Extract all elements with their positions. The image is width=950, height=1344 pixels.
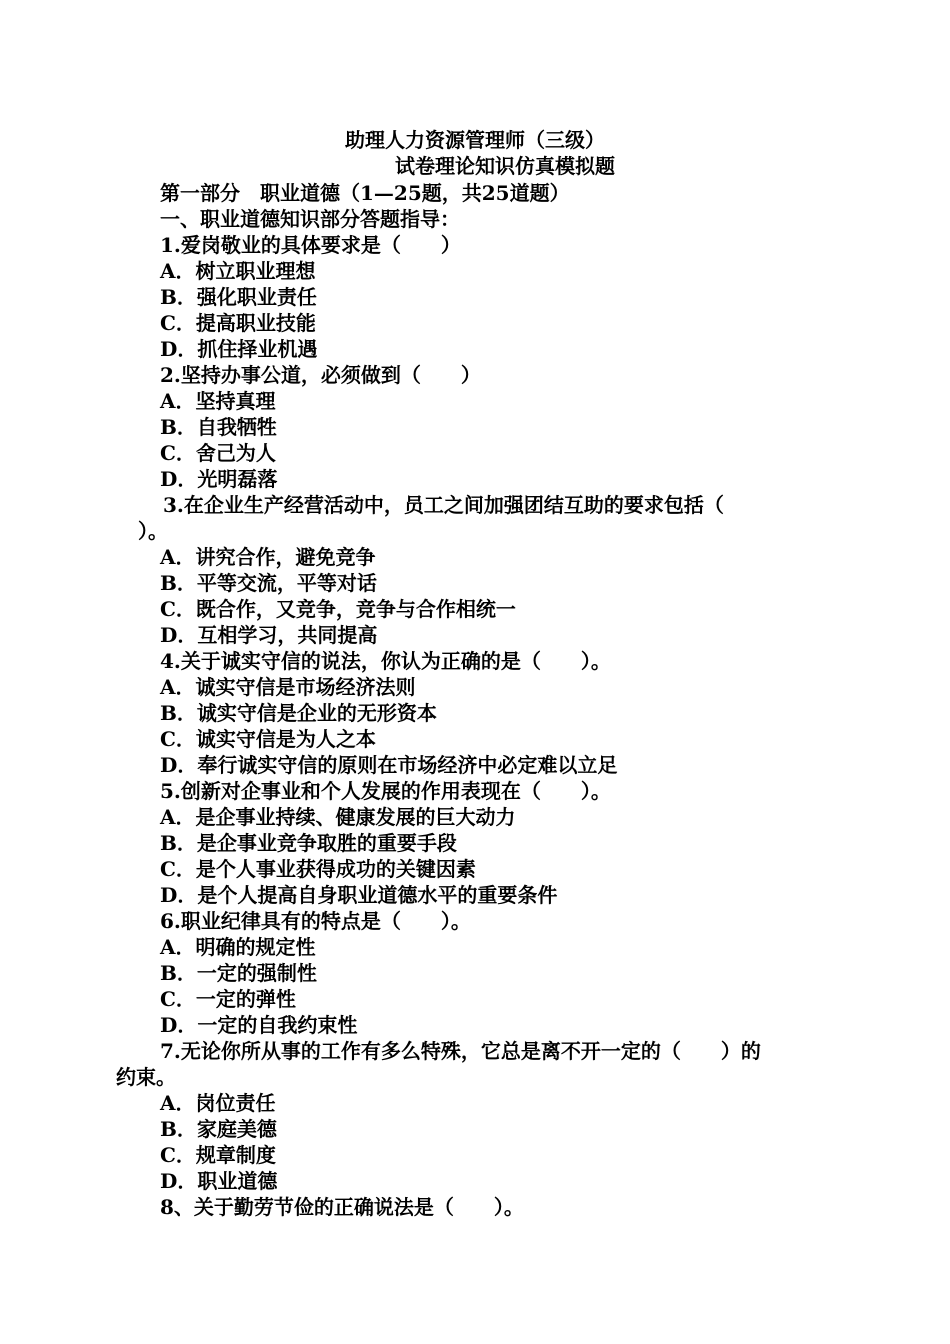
- text-line: B．自我牺牲: [160, 415, 277, 439]
- text-line: C．是个人事业获得成功的关键因素: [160, 857, 476, 881]
- text-line: D．职业道德: [160, 1169, 278, 1193]
- text-line: A．诚实守信是市场经济法则: [160, 675, 416, 699]
- text-line: D．是个人提高自身职业道德水平的重要条件: [160, 883, 558, 907]
- text-line: B．平等交流，平等对话: [160, 571, 377, 595]
- text-line: 1.爱岗敬业的具体要求是（ ）: [160, 233, 461, 257]
- text-line: A．讲究合作，避免竞争: [160, 545, 376, 569]
- text-line: A．岗位责任: [160, 1091, 276, 1115]
- text-line: 约束。: [116, 1065, 176, 1089]
- text-line: 6.职业纪律具有的特点是（ ）。: [160, 909, 471, 933]
- text-line: D．奉行诚实守信的原则在市场经济中必定难以立足: [160, 753, 618, 777]
- text-line: 3.在企业生产经营活动中，员工之间加强团结互助的要求包括（: [163, 493, 724, 517]
- text-line: A．是企事业持续、健康发展的巨大动力: [160, 805, 516, 829]
- text-line: 4.关于诚实守信的说法，你认为正确的是（ ）。: [160, 649, 611, 673]
- text-line: B．一定的强制性: [160, 961, 317, 985]
- text-line: D．互相学习，共同提高: [160, 623, 378, 647]
- text-line: C．提高职业技能: [160, 311, 316, 335]
- text-line: D．光明磊落: [160, 467, 278, 491]
- text-line: C．既合作，又竞争，竞争与合作相统一: [160, 597, 516, 621]
- text-line: A．树立职业理想: [160, 259, 316, 283]
- text-line: B．诚实守信是企业的无形资本: [160, 701, 437, 725]
- text-line: 7.无论你所从事的工作有多么特殊，它总是离不开一定的（ ）的: [160, 1039, 761, 1063]
- text-line: C．一定的弹性: [160, 987, 296, 1011]
- text-line: D．一定的自我约束性: [160, 1013, 358, 1037]
- text-line: A．明确的规定性: [160, 935, 316, 959]
- text-line: B．强化职业责任: [160, 285, 317, 309]
- text-line: ）。: [138, 519, 168, 543]
- text-line: B．是企事业竞争取胜的重要手段: [160, 831, 457, 855]
- text-line: 一、职业道德知识部分答题指导：: [160, 207, 460, 231]
- question-list: [0, 180, 950, 1220]
- text-line: 8、关于勤劳节俭的正确说法是（ ）。: [160, 1195, 524, 1219]
- document-title-line-1: 助理人力资源管理师（三级）: [345, 128, 605, 152]
- text-line: A．坚持真理: [160, 389, 276, 413]
- text-line: B．家庭美德: [160, 1117, 277, 1141]
- text-line: C．舍己为人: [160, 441, 276, 465]
- text-line: 2.坚持办事公道，必须做到（ ）: [160, 363, 481, 387]
- text-line: C．诚实守信是为人之本: [160, 727, 376, 751]
- text-line: D．抓住择业机遇: [160, 337, 318, 361]
- document-title-line-2: 试卷理论知识仿真模拟题: [395, 154, 615, 178]
- text-line: 5.创新对企事业和个人发展的作用表现在（ ）。: [160, 779, 611, 803]
- text-line: 第一部分 职业道德（1—25题，共25道题）: [160, 181, 570, 205]
- text-line: C．规章制度: [160, 1143, 276, 1167]
